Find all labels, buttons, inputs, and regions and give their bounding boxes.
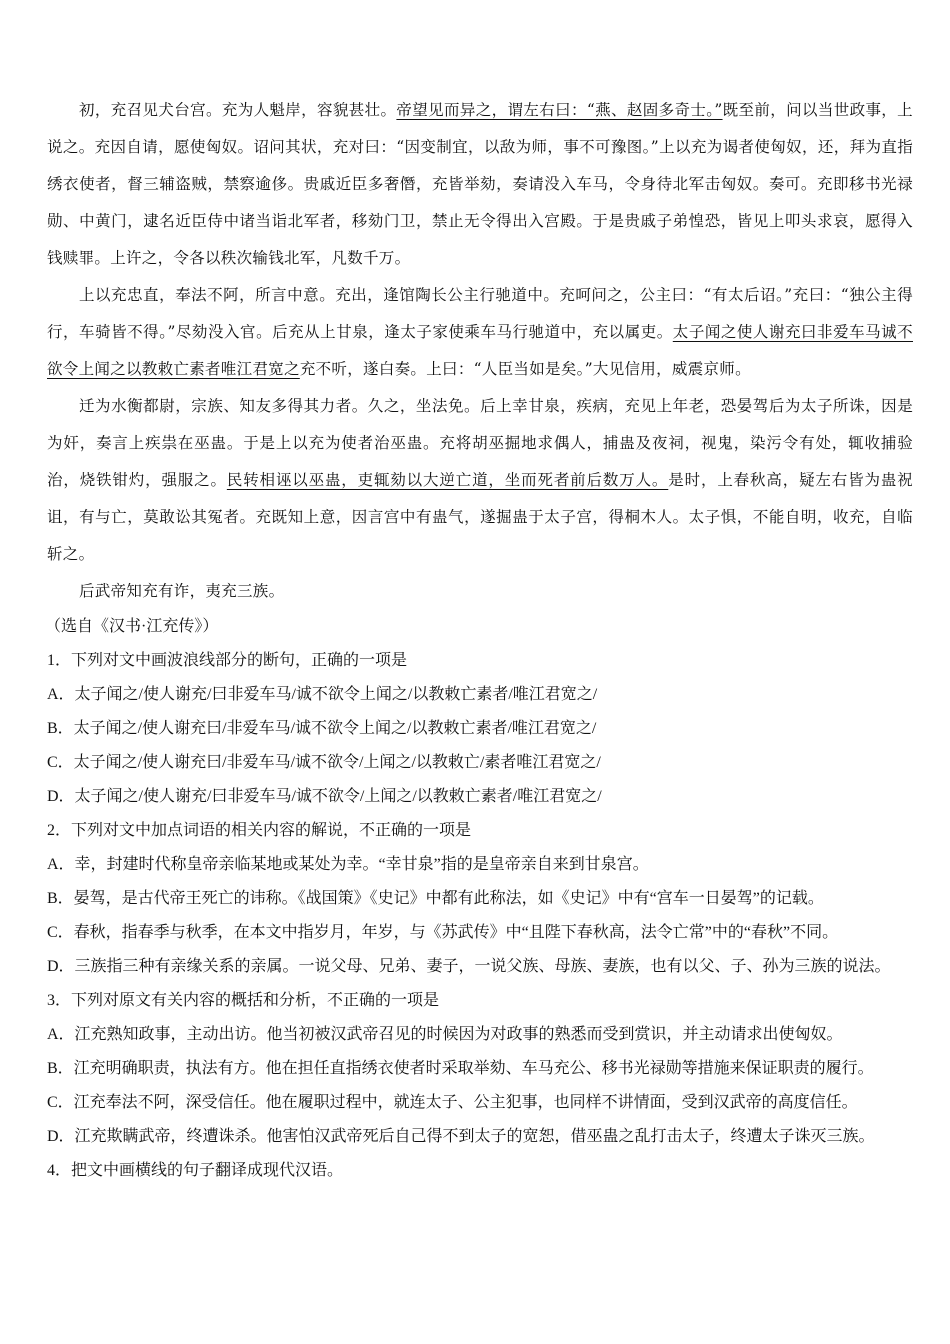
- passage-text: 既至前，问以当世政事，上说之。充因自请，愿使匈奴。诏问其状，充对曰：“因变制宜，以敌为师，事不可豫图。”上以充为谒者使匈奴，还，拜为直指绣衣使者，督三辅盗贼，禁察逾侈。贵戚近臣多奢僭，充皆举劾，奏请没入车马，令身待北军击匈奴。奏可。充即移书光禄勋、中黄门，逮名近臣侍中诸当诣北军者，移劾门卫，禁止无令得出入宫殿。于是贵戚子弟惶恐，皆见上叩头求哀，愿得入钱赎罪。上许之，令各以秩次输钱北军，凡数千万。: [47, 101, 913, 267]
- exam-page: [47, 92, 913, 1188]
- passage-paragraph-2: [47, 277, 913, 388]
- question-1-option-d: D．太子闻之/使人谢充/曰非爱车马/诚不欲令/上闻之/以教敕亡素者/唯江君宽之/: [47, 788, 602, 805]
- underlined-sentence-1: 帝望见而异之，谓左右曰：“燕、赵固多奇士。”: [396, 101, 723, 119]
- passage-text: 初，充召见犬台宫。充为人魁岸，容貌甚壮。: [79, 101, 397, 119]
- question-3-option-d: D．江充欺瞒武帝，终遭诛杀。他害怕汉武帝死后自己得不到太子的宽恕，借巫蛊之乱打击太子，终遭太子诛灭三族。: [47, 1128, 875, 1145]
- question-3-option-c: C．江充奉法不阿，深受信任。他在履职过程中，就连太子、公主犯事，也同样不讲情面，受到汉武帝的高度信任。: [47, 1094, 858, 1111]
- question-2-stem: 2．下列对文中加点词语的相关内容的解说，不正确的一项是: [47, 822, 472, 839]
- passage-text: 充不听，遂白奏。上曰：“人臣当如是矣。”大见信用，威震京师。: [299, 360, 751, 378]
- passage: [47, 92, 913, 610]
- passage-text: 是时，上春秋高，疑左右皆为蛊祝诅，有与亡，莫敢讼其冤者。充既知上意，因言宫中有蛊气，遂掘蛊于太子宫，得桐木人。太子惧，不能自明，收充，自临斩之。: [47, 471, 913, 563]
- passage-text: 上以充忠直，奉法不阿，所言中意。充出，逢馆陶长公主行驰道中。充呵问之，公主曰：“有太后诏。”充曰：“独公主得行，车骑皆不得。”尽劾没入官。后充从上甘泉，逢太子家使乘车马行驰道中，充以属吏。: [47, 286, 913, 341]
- question-3-option-b: B．江充明确职责，执法有方。他在担任直指绣衣使者时采取举劾、车马充公、移书光禄勋等措施来保证职责的履行。: [47, 1060, 874, 1077]
- question-1-option-b: B．太子闻之/使人谢充曰/非爱车马/诚不欲令上闻之/以教敕亡素者/唯江君宽之/: [47, 720, 597, 737]
- passage-text: 迁为水衡都尉，宗族、知友多得其力者。久之，坐法免。后上幸甘泉，疾病，充见上年老，恐晏驾后为太子所诛，因是为奸，奏言上疾祟在巫蛊。于是上以充为使者治巫蛊。充将胡巫掘地求偶人，捕蛊及夜祠，视鬼，染污令有处，辄收捕验治，烧铁钳灼，强服之。: [47, 397, 913, 489]
- question-3-option-a: A．江充熟知政事，主动出访。他当初被汉武帝召见的时候因为对政事的熟悉而受到赏识，并主动请求出使匈奴。: [47, 1026, 843, 1043]
- question-1-option-a: A．太子闻之/使人谢充/曰非爱车马/诚不欲令上闻之/以教敕亡素者/唯江君宽之/: [47, 686, 598, 703]
- passage-paragraph-1: [47, 92, 913, 277]
- question-2-option-b: B．晏驾，是古代帝王死亡的讳称。《战国策》《史记》中都有此称法，如《史记》中有“宫车一日晏驾”的记载。: [47, 890, 824, 907]
- question-4-stem: 4．把文中画横线的句子翻译成现代汉语。: [47, 1162, 344, 1179]
- question-1-stem: 1．下列对文中画波浪线部分的断句，正确的一项是: [47, 652, 408, 669]
- question-2-option-c: C．春秋，指春季与秋季，在本文中指岁月，年岁，与《苏武传》中“且陛下春秋高，法令亡常”中的“春秋”不同。: [47, 924, 839, 941]
- underlined-sentence-2: 民转相诬以巫蛊，吏辄劾以大逆亡道，坐而死者前后数万人。: [226, 471, 669, 489]
- question-3-stem: 3．下列对原文有关内容的概括和分析，不正确的一项是: [47, 992, 440, 1009]
- question-2-option-a: A．幸，封建时代称皇帝亲临某地或某处为幸。“幸甘泉”指的是皇帝亲自来到甘泉宫。: [47, 856, 649, 873]
- questions: [47, 610, 913, 1188]
- question-1-option-c: C．太子闻之/使人谢充曰/非爱车马/诚不欲令/上闻之/以教敕亡/素者唯江君宽之/: [47, 754, 601, 771]
- passage-paragraph-4: 后武帝知充有诈，夷充三族。: [79, 582, 285, 600]
- question-2-option-d: D．三族指三种有亲缘关系的亲属。一说父母、兄弟、妻子，一说父族、母族、妻族，也有以父、子、孙为三族的说法。: [47, 958, 891, 975]
- wavy-line-sentence: 太子闻之使人谢充曰非爱车马诚不欲令上闻之以教敕亡素者唯江君宽之: [47, 323, 913, 378]
- passage-paragraph-3: [47, 388, 913, 573]
- source-citation: （选自《汉书·江充传》）: [45, 618, 219, 635]
